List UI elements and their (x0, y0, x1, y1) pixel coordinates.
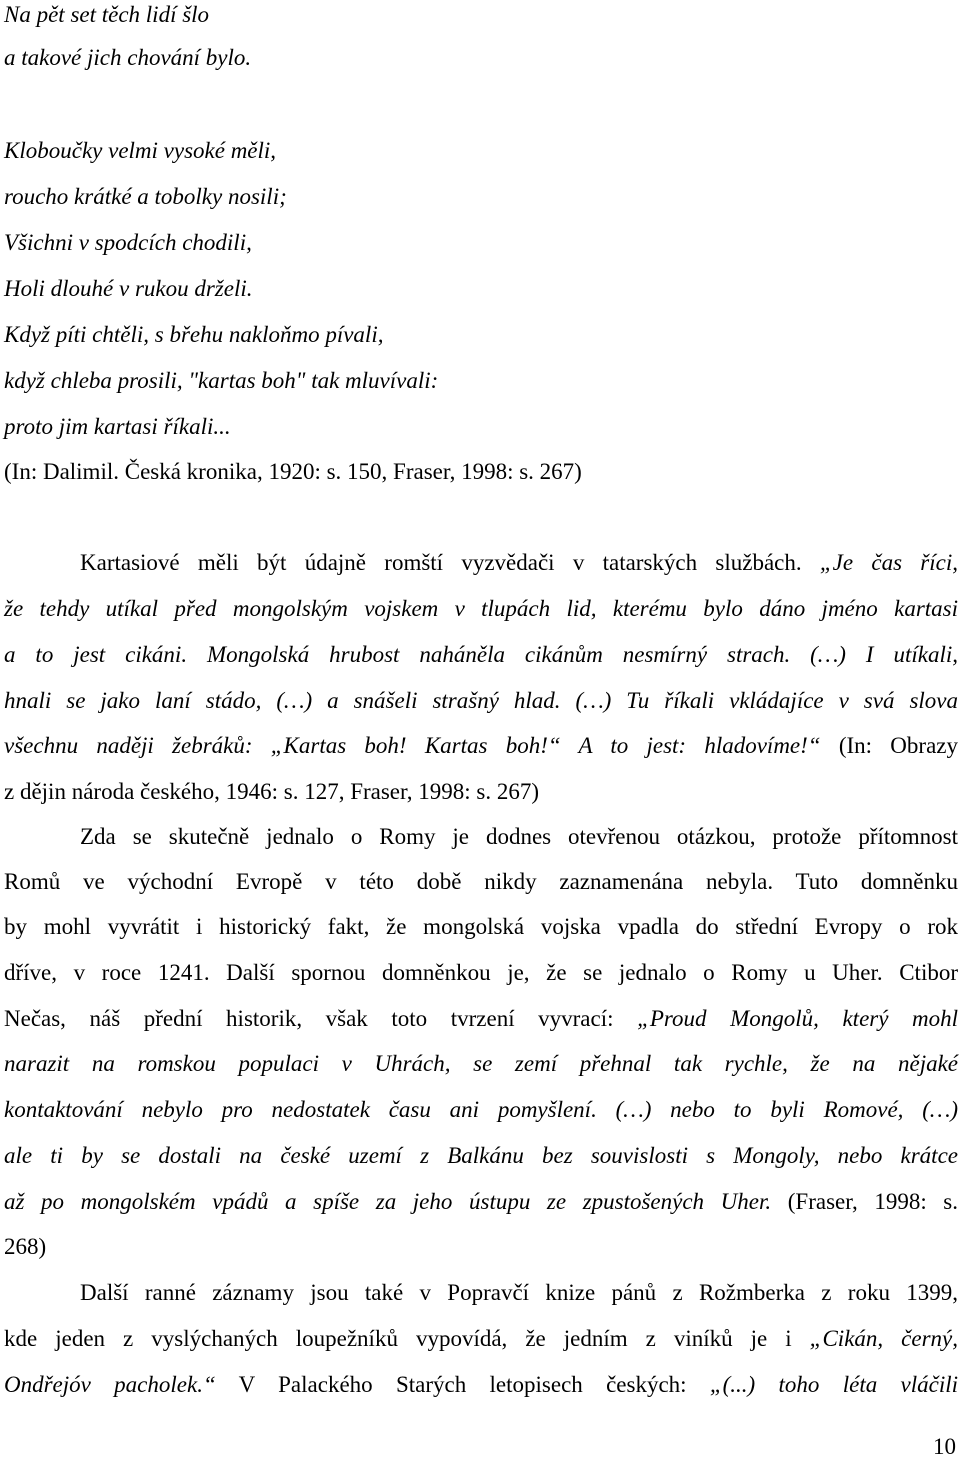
paragraph-line (4, 1324, 958, 1354)
text-span: (In: Obrazy (838, 733, 958, 758)
poem-citation: (In: Dalimil. Česká kronika, 1920: s. 150, Fraser, 1998: s. 267) (4, 459, 582, 484)
paragraph-line: by mohl vyvrátit i historický fakt, že mongolská vojska vpadla do střední Evropy o rok (4, 914, 958, 939)
paragraph-line: Zda se skutečně jednalo o Romy je dodnes otevřenou otázkou, protože přítomnost (80, 824, 958, 849)
text-span: kde jeden z vyslýchaných loupežníků vypovídá, že jedním z viníků je i (4, 1326, 792, 1351)
poem-line: Holi dlouhé v rukou drželi. (4, 276, 253, 301)
quote-span: „Je čas říci, (819, 550, 958, 575)
page-number: 10 (933, 1434, 956, 1459)
quote-span: že tehdy utíkal před mongolským vojskem v tlupách lid, kterému bylo dáno jméno kartasi (4, 596, 958, 621)
poem-line: Kloboučky velmi vysoké měli, (4, 138, 277, 163)
quote-span: až po mongolském vpádů a spíše za jeho ústupu ze zpustošených Uher. (4, 1189, 772, 1214)
quote-span: Ondřejóv pacholek.“ (4, 1372, 216, 1397)
quote-span: narazit na romskou populaci v Uhrách, se zemí přehnal tak rychle, že na nějaké (4, 1051, 958, 1076)
paragraph-line: 268) (4, 1234, 47, 1259)
quote-span: ale ti by se dostali na české uzemí z Balkánu bez souvislosti s Mongoly, nebo krátce (4, 1143, 958, 1168)
paragraph-line: dříve, v roce 1241. Další spornou domněnkou je, že se jednalo o Romy u Uher. Ctibor (4, 960, 958, 985)
paragraph-line (4, 548, 958, 578)
text-span: V Palackého Starých letopisech českých: (238, 1372, 687, 1397)
poem-line: a takové jich chování bylo. (4, 45, 252, 70)
quote-span: hnali se jako laní stádo, (…) a snášeli strašný hlad. (…) Tu říkali vkládajíce v svá slova (4, 688, 958, 713)
poem-line: Když píti chtěli, s břehu nakloňmo pívali, (4, 322, 384, 347)
quote-span: kontaktování nebylo pro nedostatek času ani pomyšlení. (…) nebo to byli Romové, (…) (4, 1097, 958, 1122)
paragraph-line (4, 1141, 958, 1171)
paragraph-line (4, 731, 958, 761)
quote-span: a to jest cikáni. Mongolská hrubost naháněla cikánům nesmírný strach. (…) I utíkali, (4, 642, 958, 667)
paragraph-line (4, 1004, 958, 1034)
paragraph-line (4, 1187, 958, 1217)
text-span: (Fraser, 1998: s. (787, 1189, 959, 1214)
poem-line: roucho krátké a tobolky nosili; (4, 184, 287, 209)
poem-line: když chleba prosili, "kartas boh" tak mluvívali: (4, 368, 439, 393)
quote-span: „Cikán, černý, (809, 1326, 958, 1351)
paragraph-line: z dějin národa českého, 1946: s. 127, Fraser, 1998: s. 267) (4, 779, 539, 804)
paragraph-line (4, 1049, 958, 1079)
poem-line: Na pět set těch lidí šlo (4, 2, 210, 27)
paragraph-line (4, 594, 958, 624)
paragraph-line (4, 1095, 958, 1125)
poem-line: Všichni v spodcích chodili, (4, 230, 252, 255)
paragraph-line (4, 686, 958, 716)
paragraph-line: Další ranné záznamy jsou také v Popravčí knize pánů z Rožmberka z roku 1399, (80, 1280, 958, 1305)
paragraph-line (4, 1370, 958, 1400)
text-span: Nečas, náš přední historik, však toto tvrzení vyvrací: (4, 1006, 614, 1031)
text-span: Kartasiové měli být údajně romští vyzvědači v tatarských službách. (80, 550, 802, 575)
quote-span: „Proud Mongolů, který mohl (637, 1006, 958, 1031)
quote-span: všechnu naději žebráků: „Kartas boh! Kartas boh!“ A to jest: hladovíme!“ (4, 733, 821, 758)
poem-line: proto jim kartasi říkali... (4, 414, 231, 439)
quote-span: „(...) toho léta vláčili (709, 1372, 958, 1397)
paragraph-line: Romů ve východní Evropě v této době nikdy zaznamenána nebyla. Tuto domněnku (4, 869, 958, 894)
paragraph-line (4, 640, 958, 670)
